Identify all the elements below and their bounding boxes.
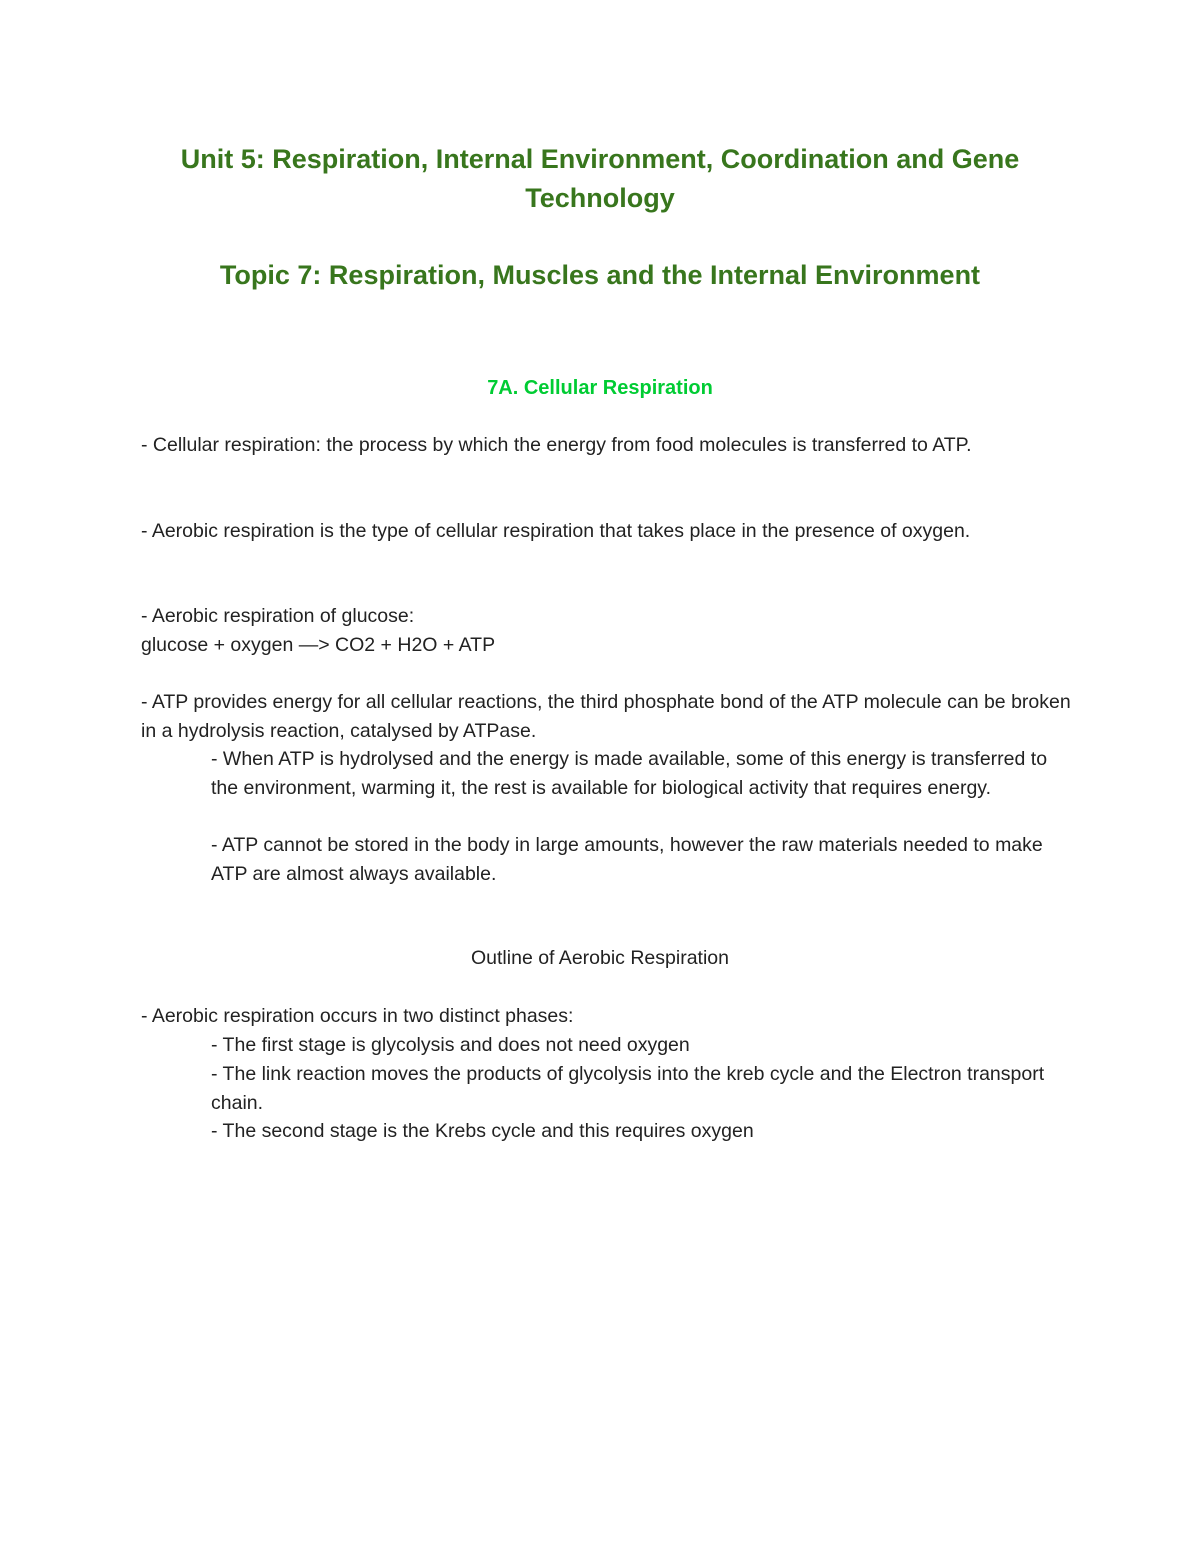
- topic-title: Topic 7: Respiration, Muscles and the Internal Environment: [219, 260, 981, 290]
- outline-item-krebs-cycle: - The second stage is the Krebs cycle and this requires oxygen: [211, 1120, 754, 1142]
- section-title: 7A. Cellular Respiration: [487, 377, 713, 399]
- outline-title: Outline of Aerobic Respiration: [471, 947, 729, 969]
- bullet-aerobic-glucose: - Aerobic respiration of glucose:: [141, 605, 415, 627]
- outline-item-link-reaction: - The link reaction moves the products of glycolysis into the kreb cycle and the Electron transport chain.: [211, 1063, 1045, 1114]
- equation: glucose + oxygen —> CO2 + H2O + ATP: [141, 634, 496, 656]
- bullet-aerobic-respiration: - Aerobic respiration is the type of cellular respiration that takes place in the presence of oxygen.: [141, 520, 971, 542]
- sub-bullet-atp-storage: - ATP cannot be stored in the body in large amounts, however the raw materials needed to make ATP are almost always available.: [211, 834, 1043, 885]
- unit-title: Unit 5: Respiration, Internal Environment, Coordination and Gene Technology: [180, 144, 1020, 213]
- outline-intro: - Aerobic respiration occurs in two distinct phases:: [141, 1005, 574, 1027]
- outline-item-glycolysis: - The first stage is glycolysis and does not need oxygen: [211, 1034, 690, 1056]
- bullet-atp-energy: - ATP provides energy for all cellular reactions, the third phosphate bond of the ATP molecule can be broken in a hydrolysis reaction, catalysed by ATPase.: [141, 691, 1071, 742]
- bullet-cellular-respiration: - Cellular respiration: the process by which the energy from food molecules is transferred to ATP.: [141, 434, 972, 456]
- sub-bullet-atp-hydrolysed: - When ATP is hydrolysed and the energy is made available, some of this energy is transferred to the environment, warming it, the rest is available for biological activity that requires energy.: [211, 748, 1048, 799]
